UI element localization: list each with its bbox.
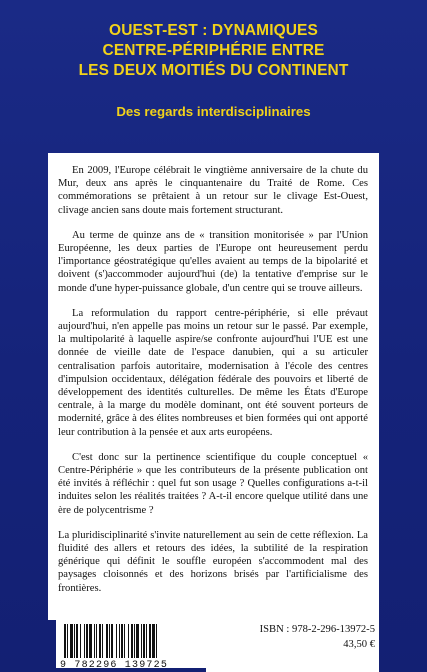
title-line-2: CENTRE-PÉRIPHÉRIE ENTRE xyxy=(102,42,325,59)
barcode-bar xyxy=(67,624,68,658)
barcode-bar xyxy=(119,624,120,658)
barcode-bar xyxy=(89,624,92,658)
price: 43,50 € xyxy=(343,639,375,650)
barcode-bar xyxy=(74,624,75,658)
title-line-3: LES DEUX MOITIÉS DU CONTINENT xyxy=(78,62,349,79)
barcode-bar xyxy=(156,624,157,658)
barcode-bar xyxy=(76,624,78,658)
barcode-bar xyxy=(80,624,81,658)
barcode-bar xyxy=(102,624,103,658)
blurb-paragraph: La reformulation du rapport centre-périphérie, si elle prévaut aujourd'hui, n'en appelle pas moins un retour sur le passé. Par exemple, la multipolarité à laquelle aspire/se confronte aujourd'hui l'UE est une donnée de vieille date de l'espace danubien, qui a su articuler centralisation parfois autoritaire, modernisation à l'école des centres d'impulsion occidentaux, délégation fédérale des pouvoirs et liberté de développement des identités culturelles. De même les États d'Europe centrale, à la marge du modèle dominant, ont été souvent porteurs de modernité, grâce à des élites nombreuses et bien formées qui ont apporté leur contribution à la pensée et aux arts européens. xyxy=(58,307,368,438)
barcode-digits: 9 782296 139725 xyxy=(60,660,169,671)
barcode-bar xyxy=(136,624,139,658)
title-line-1: OUEST-EST : DYNAMIQUES xyxy=(109,22,318,39)
barcode-bar xyxy=(106,624,108,658)
barcode-bar xyxy=(124,624,125,658)
blurb-paragraph: C'est donc sur la pertinence scientifique du couple conceptuel « Centre-Périphérie » que les contributeurs de la présente publication ont été invités à réfléchir : quel fut son usage ? Quelles configurations a-t-il induites selon les réalités traitées ? A-t-il encore quelque utilité dans une ère de polycentrisme ? xyxy=(58,451,368,516)
barcode-bar xyxy=(152,624,155,658)
barcode-bar xyxy=(149,624,151,658)
barcode-bar xyxy=(94,624,95,658)
blurb-text xyxy=(58,164,368,607)
isbn-block xyxy=(260,622,375,652)
barcode-bars xyxy=(62,624,202,660)
barcode-bar xyxy=(143,624,145,658)
barcode-bar xyxy=(128,624,129,658)
blurb-paragraph: En 2009, l'Europe célébrait le vingtième anniversaire de la chute du Mur, deux ans après le cinquantenaire du Traité de Rome. Ces commémorations se prêtaient à un retour sur le clivage Est-Ouest, clivage ancien sans doute mais fortement structurant. xyxy=(58,165,368,216)
barcode-bar xyxy=(111,624,113,658)
barcode-bar xyxy=(96,624,97,658)
barcode-bar xyxy=(134,624,135,658)
barcode-bar xyxy=(141,624,142,658)
barcode-bar xyxy=(131,624,133,658)
barcode-bar xyxy=(84,624,85,658)
barcode-bar xyxy=(146,624,147,658)
barcode-bar xyxy=(70,624,73,658)
barcode-bar xyxy=(99,624,101,658)
barcode xyxy=(56,620,206,671)
barcode-bar xyxy=(86,624,88,658)
blurb-paragraph: La pluridisciplinarité s'invite naturellement au sein de cette réflexion. La fluidité des allers et retours des idées, la subtilité de la respiration générique qui définit le souffle européen s'accommodent mal des paysages cloisonnés et des horizons brisés par l'artificialisme des frontières. xyxy=(58,529,368,594)
subtitle: Des regards interdisciplinaires xyxy=(116,104,311,119)
blurb-paragraph: Au terme de quinze ans de « transition monitorisée » par l'Union Européenne, les deux parties de l'Europe ont heureusement perdu l'importance géostratégique qu'elles avaient au temps de la bipolarité et doivent (s')accommoder aujourd'hui (de) la tentative d'emprise sur le monde d'une hyper-puissance globale, d'un centre qui se trouve ailleurs. xyxy=(58,229,368,294)
barcode-bar xyxy=(116,624,117,658)
isbn-number: ISBN : 978-2-296-13972-5 xyxy=(259,624,375,635)
barcode-bar xyxy=(121,624,123,658)
barcode-bar xyxy=(109,624,110,658)
barcode-bar xyxy=(64,624,66,658)
